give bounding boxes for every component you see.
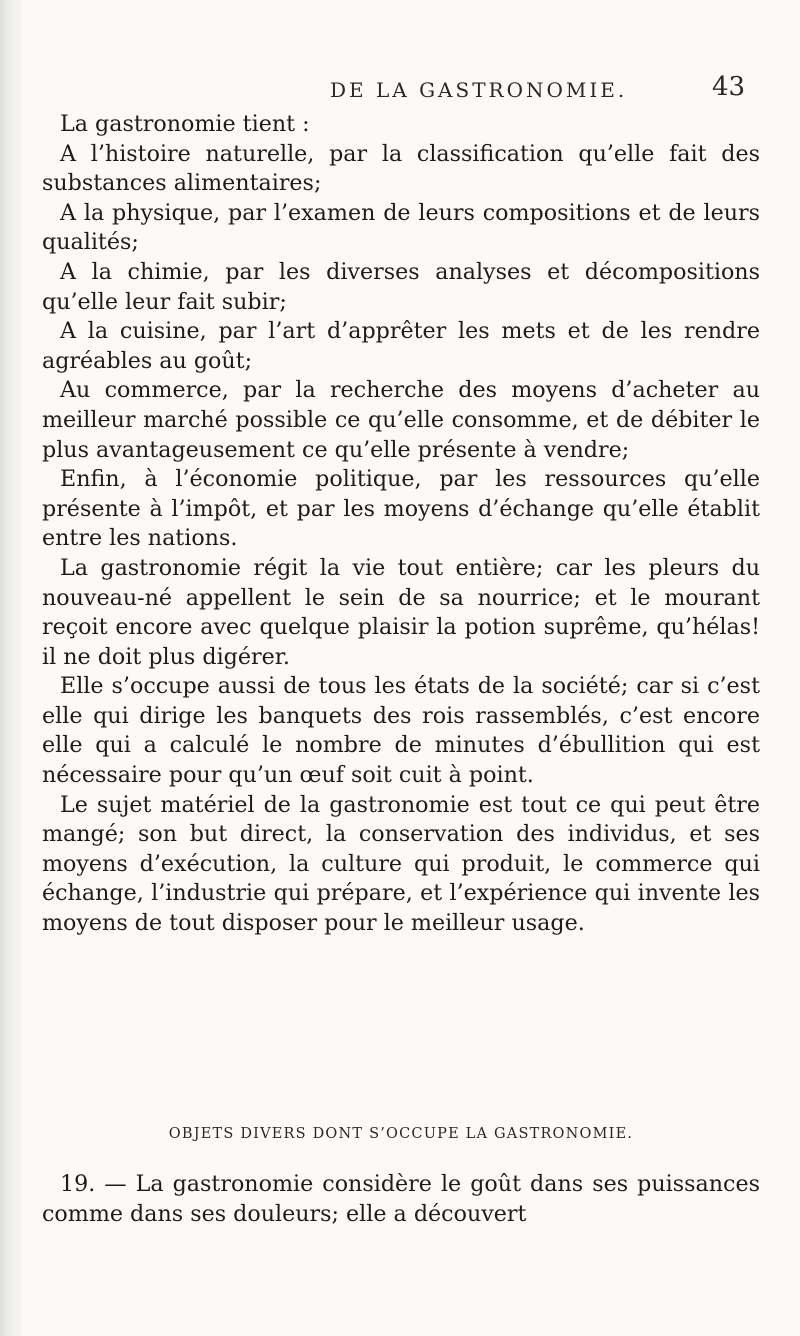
running-title: DE LA GASTRONOMIE. [330,78,628,102]
paragraph: Enfin, à l’économie politique, par les ressources qu’elle présente à l’impôt, et par les moyens d’échange qu’elle établit entre les nations. [42,466,760,552]
body-text [42,110,760,939]
section-text [42,1170,760,1229]
paragraph: Au commerce, par la recherche des moyens d’acheter au meilleur marché possible ce qu’elle consomme, et de débiter le plus avantageusement ce qu’elle présente à vendre; [42,377,760,463]
paragraph: Le sujet matériel de la gastronomie est tout ce qui peut être mangé; son but direct, la conservation des individus, et ses moyens d’exécution, la culture qui produit, le commerce qui échange, l’industrie qui prépare, et l’expérience qui invente les moyens de tout disposer pour le meilleur usage. [42,791,760,937]
paragraph: A l’histoire naturelle, par la classification qu’elle fait des substances alimentaires; [42,140,760,197]
paragraph: A la chimie, par les diverses analyses et décompositions qu’elle leur fait subir; [42,258,760,315]
paragraph: La gastronomie tient : [60,111,310,137]
paragraph: A la cuisine, par l’art d’apprêter les mets et de les rendre agréables au goût; [42,318,760,374]
paragraph: La gastronomie régit la vie tout entière; car les pleurs du nouveau-né appellent le sein de sa nourrice; et le mourant reçoit encore avec quelque plaisir la potion suprême, qu’hélas! il ne doit plus digérer. [42,554,760,670]
running-head [0,72,800,112]
page-binding-edge [0,0,22,1336]
section-heading: OBJETS DIVERS DONT S’OCCUPE LA GASTRONOMIE. [168,1126,634,1142]
paragraph: A la physique, par l’examen de leurs compositions et de leurs qualités; [42,199,760,256]
paragraph: Elle s’occupe aussi de tous les états de la société; car si c’est elle qui dirige les banquets des rois rassemblés, c’est encore elle qui a calculé le nombre de minutes d’ébullition qui est nécessaire pour qu’un œuf soit cuit à point. [42,673,760,789]
paragraph: 19. — La gastronomie considère le goût dans ses puissances comme dans ses douleurs; elle a découvert [42,1171,760,1227]
page-number: 43 [712,72,746,102]
